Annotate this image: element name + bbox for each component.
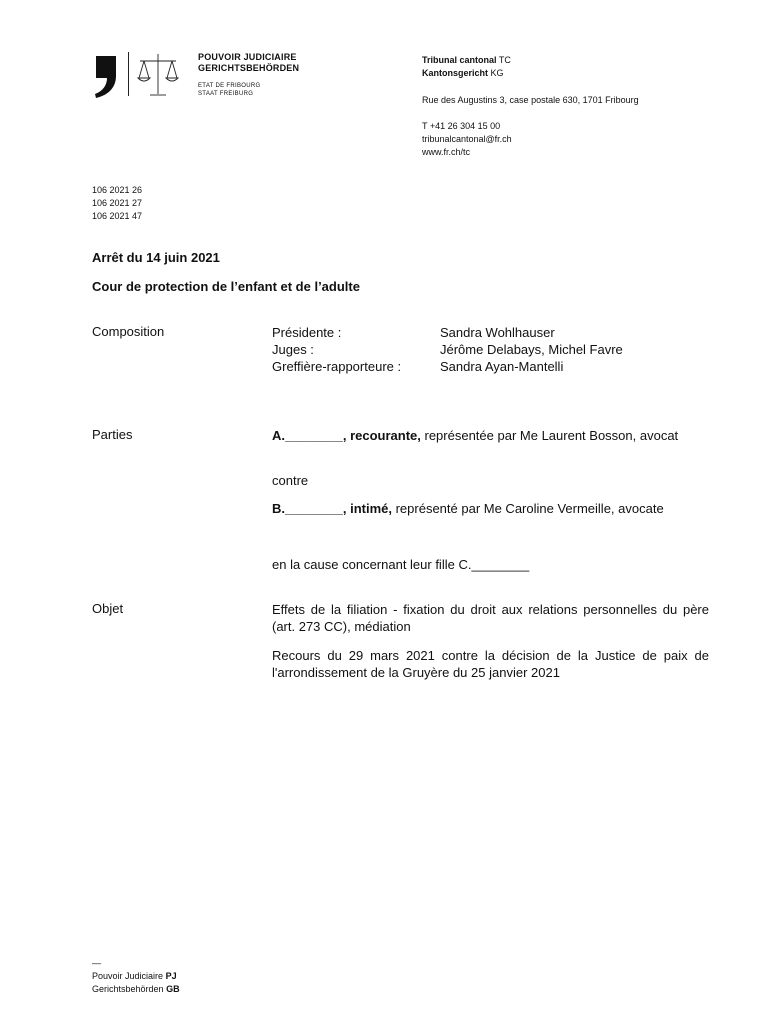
court-fr: Tribunal cantonal TC: [422, 55, 511, 65]
org-name: [198, 52, 299, 74]
website-link[interactable]: www.fr.ch/tc: [422, 147, 471, 157]
footer-line-fr: Pouvoir Judiciaire PJ: [92, 971, 177, 981]
court-name: [422, 54, 511, 80]
court-chamber: Cour de protection de l’enfant et de l’adulte: [92, 279, 360, 294]
party-respondent: B.________, intimé, représenté par Me Caroline Vermeille, avocate: [272, 501, 664, 516]
role-judges: Juges :: [272, 342, 314, 357]
footer-dash: —: [92, 958, 101, 968]
state-fr: ETAT DE FRIBOURG: [198, 83, 261, 89]
objet-label: Objet: [92, 601, 124, 616]
objet-description: Effets de la filiation - fixation du droit aux relations personnelles du père (art. 273 CC), médiation: [272, 602, 709, 634]
org-name-de: GERICHTSBEHÖRDEN: [198, 63, 300, 73]
role-president: Présidente :: [272, 325, 342, 340]
state-de: STAAT FREIBURG: [198, 91, 254, 97]
composition-names: [440, 324, 623, 375]
footer-line-de: Gerichtsbehörden GB: [92, 984, 180, 994]
cause-text: en la cause concernant leur fille C.________: [272, 557, 530, 572]
case-reference: 106 2021 47: [92, 211, 143, 221]
name-president: Sandra Wohlhauser: [440, 325, 555, 340]
email-link[interactable]: tribunalcantonal@fr.ch: [422, 134, 512, 144]
name-judges: Jérôme Delabays, Michel Favre: [440, 342, 623, 357]
case-references: [92, 184, 142, 223]
composition-roles: [272, 324, 401, 375]
case-reference: 106 2021 27: [92, 198, 143, 208]
name-clerk: Sandra Ayan-Mantelli: [440, 359, 564, 374]
case-reference: 106 2021 26: [92, 185, 143, 195]
document-title: Arrêt du 14 juin 2021: [92, 250, 220, 265]
footer: [92, 957, 180, 996]
logo-divider: [128, 52, 129, 96]
composition-label: Composition: [92, 324, 165, 339]
parties-label: Parties: [92, 427, 133, 442]
org-state: [198, 82, 260, 98]
court-contact: [422, 120, 512, 159]
fribourg-logo-icon: [92, 54, 118, 98]
court-de: Kantonsgericht KG: [422, 68, 504, 78]
court-address: Rue des Augustins 3, case postale 630, 1701 Fribourg: [422, 95, 639, 105]
scales-of-justice-icon: [136, 52, 180, 98]
party-appellant: A.________, recourante, représentée par Me Laurent Bosson, avocat: [272, 428, 679, 443]
objet-appeal: Recours du 29 mars 2021 contre la décision de la Justice de paix de l'arrondissement de la Gruyère du 25 janvier 2021: [272, 648, 709, 680]
org-name-fr: POUVOIR JUDICIAIRE: [198, 52, 297, 62]
contre-text: contre: [272, 473, 309, 488]
role-clerk: Greffière-rapporteure :: [272, 359, 402, 374]
phone: T +41 26 304 15 00: [422, 121, 501, 131]
